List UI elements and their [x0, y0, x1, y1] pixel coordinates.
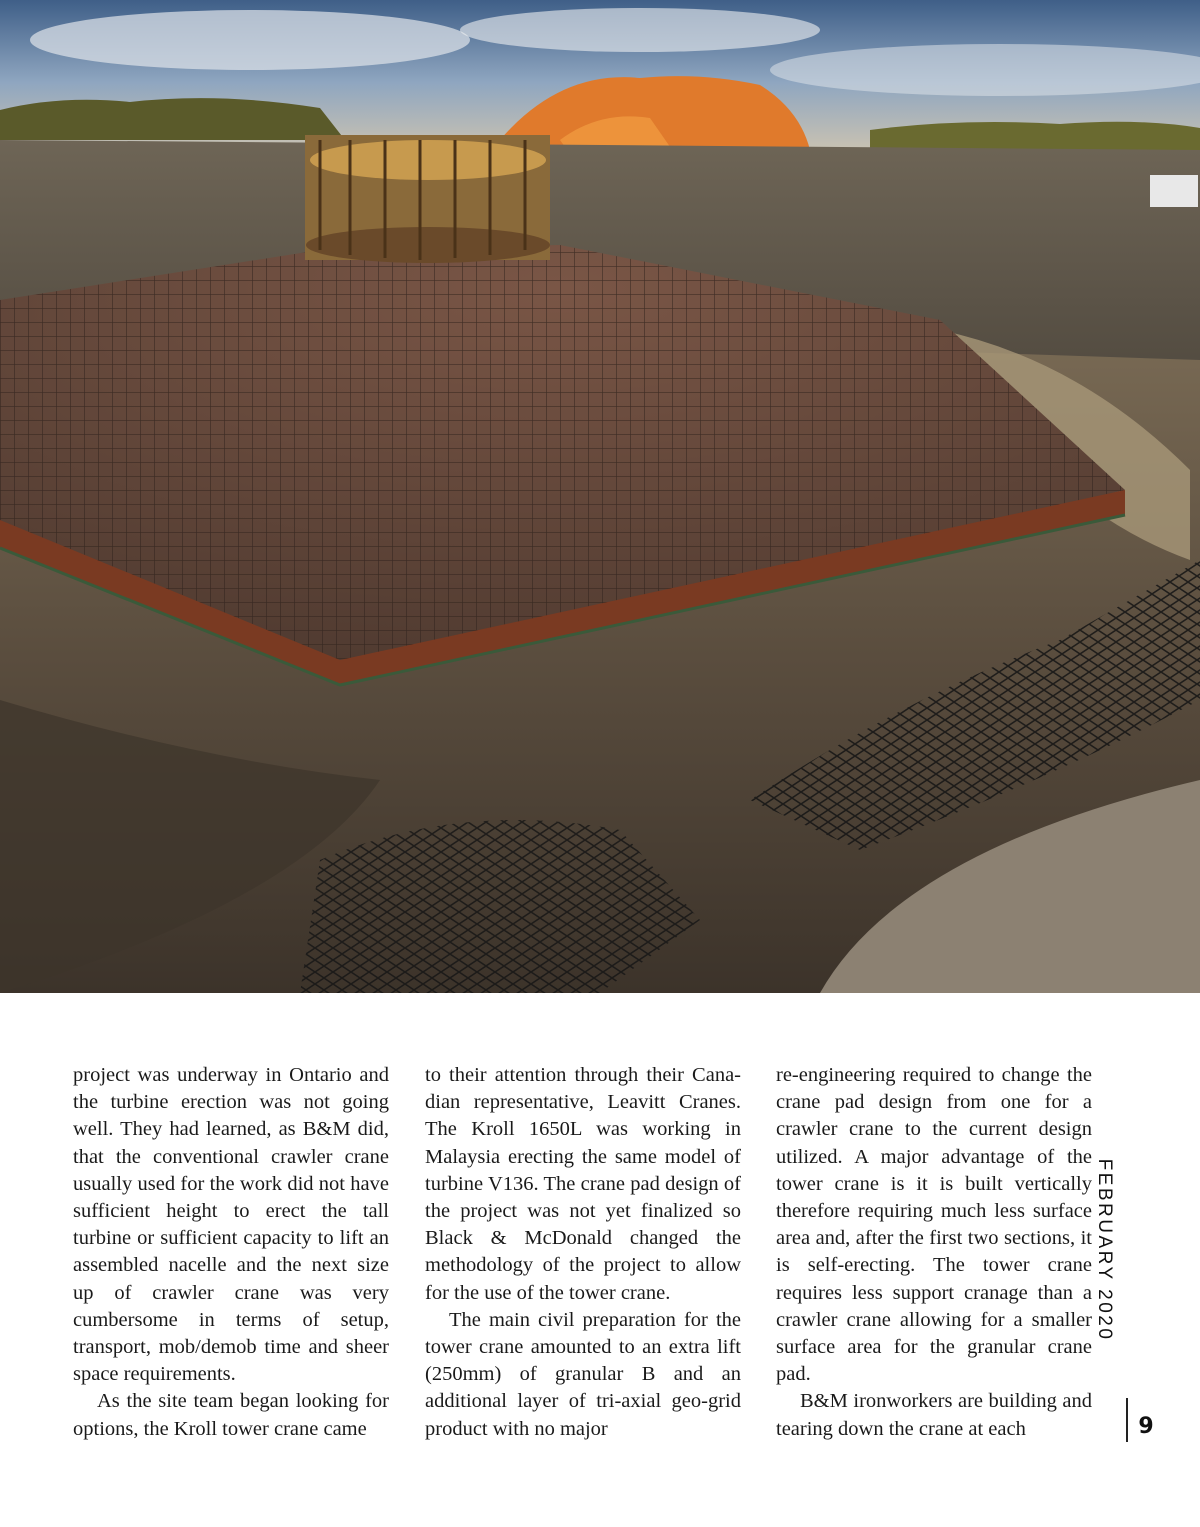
article-column-1: [73, 1062, 389, 1443]
page-number: 9: [1138, 1414, 1154, 1439]
paragraph: project was underway in Ontario and the turbine erection was not going well. They had learned, as B&M did, that the conventional crawler crane usually used for the work did not have sufficient height to erect the tall turbine or sufficient capacity to lift an assembled nacelle and the next size up of crawler crane was very cumbersome in terms of setup, transport, mob/demob time and sheer space requirements.: [73, 1064, 389, 1386]
article-column-2: [425, 1062, 741, 1443]
paragraph: to their attention through their Canadian representative, Leavitt Cranes. The Kroll 1650L was working in Malaysia erecting the same model of turbine V136. The crane pad design of the project was not yet finalized so Black & McDonald changed the methodology of the project to allow for the use of the tower crane.: [425, 1064, 741, 1304]
article-column-3: [776, 1062, 1092, 1443]
paragraph: B&M ironworkers are building and tearing down the crane at each: [776, 1390, 1092, 1440]
paragraph: As the site team began looking for options, the Kroll tower crane came: [73, 1390, 389, 1440]
paragraph: The main civil preparation for the tower crane amounted to an extra lift (250mm) of granular B and an additional layer of tri-axial geo-grid product with no major: [425, 1308, 741, 1440]
issue-date: FEBRUARY 2020: [1094, 1158, 1115, 1342]
paragraph: re-engineering required to change the crane pad design from one for a crawler crane to the current design utilized. A major advantage of the tower crane is it is built vertically therefore requiring much less surface area and, after the first two sections, it is self-erecting. The tower crane requires less support cranage than a crawler crane allowing for a smaller surface area for the granular crane pad.: [776, 1064, 1092, 1386]
